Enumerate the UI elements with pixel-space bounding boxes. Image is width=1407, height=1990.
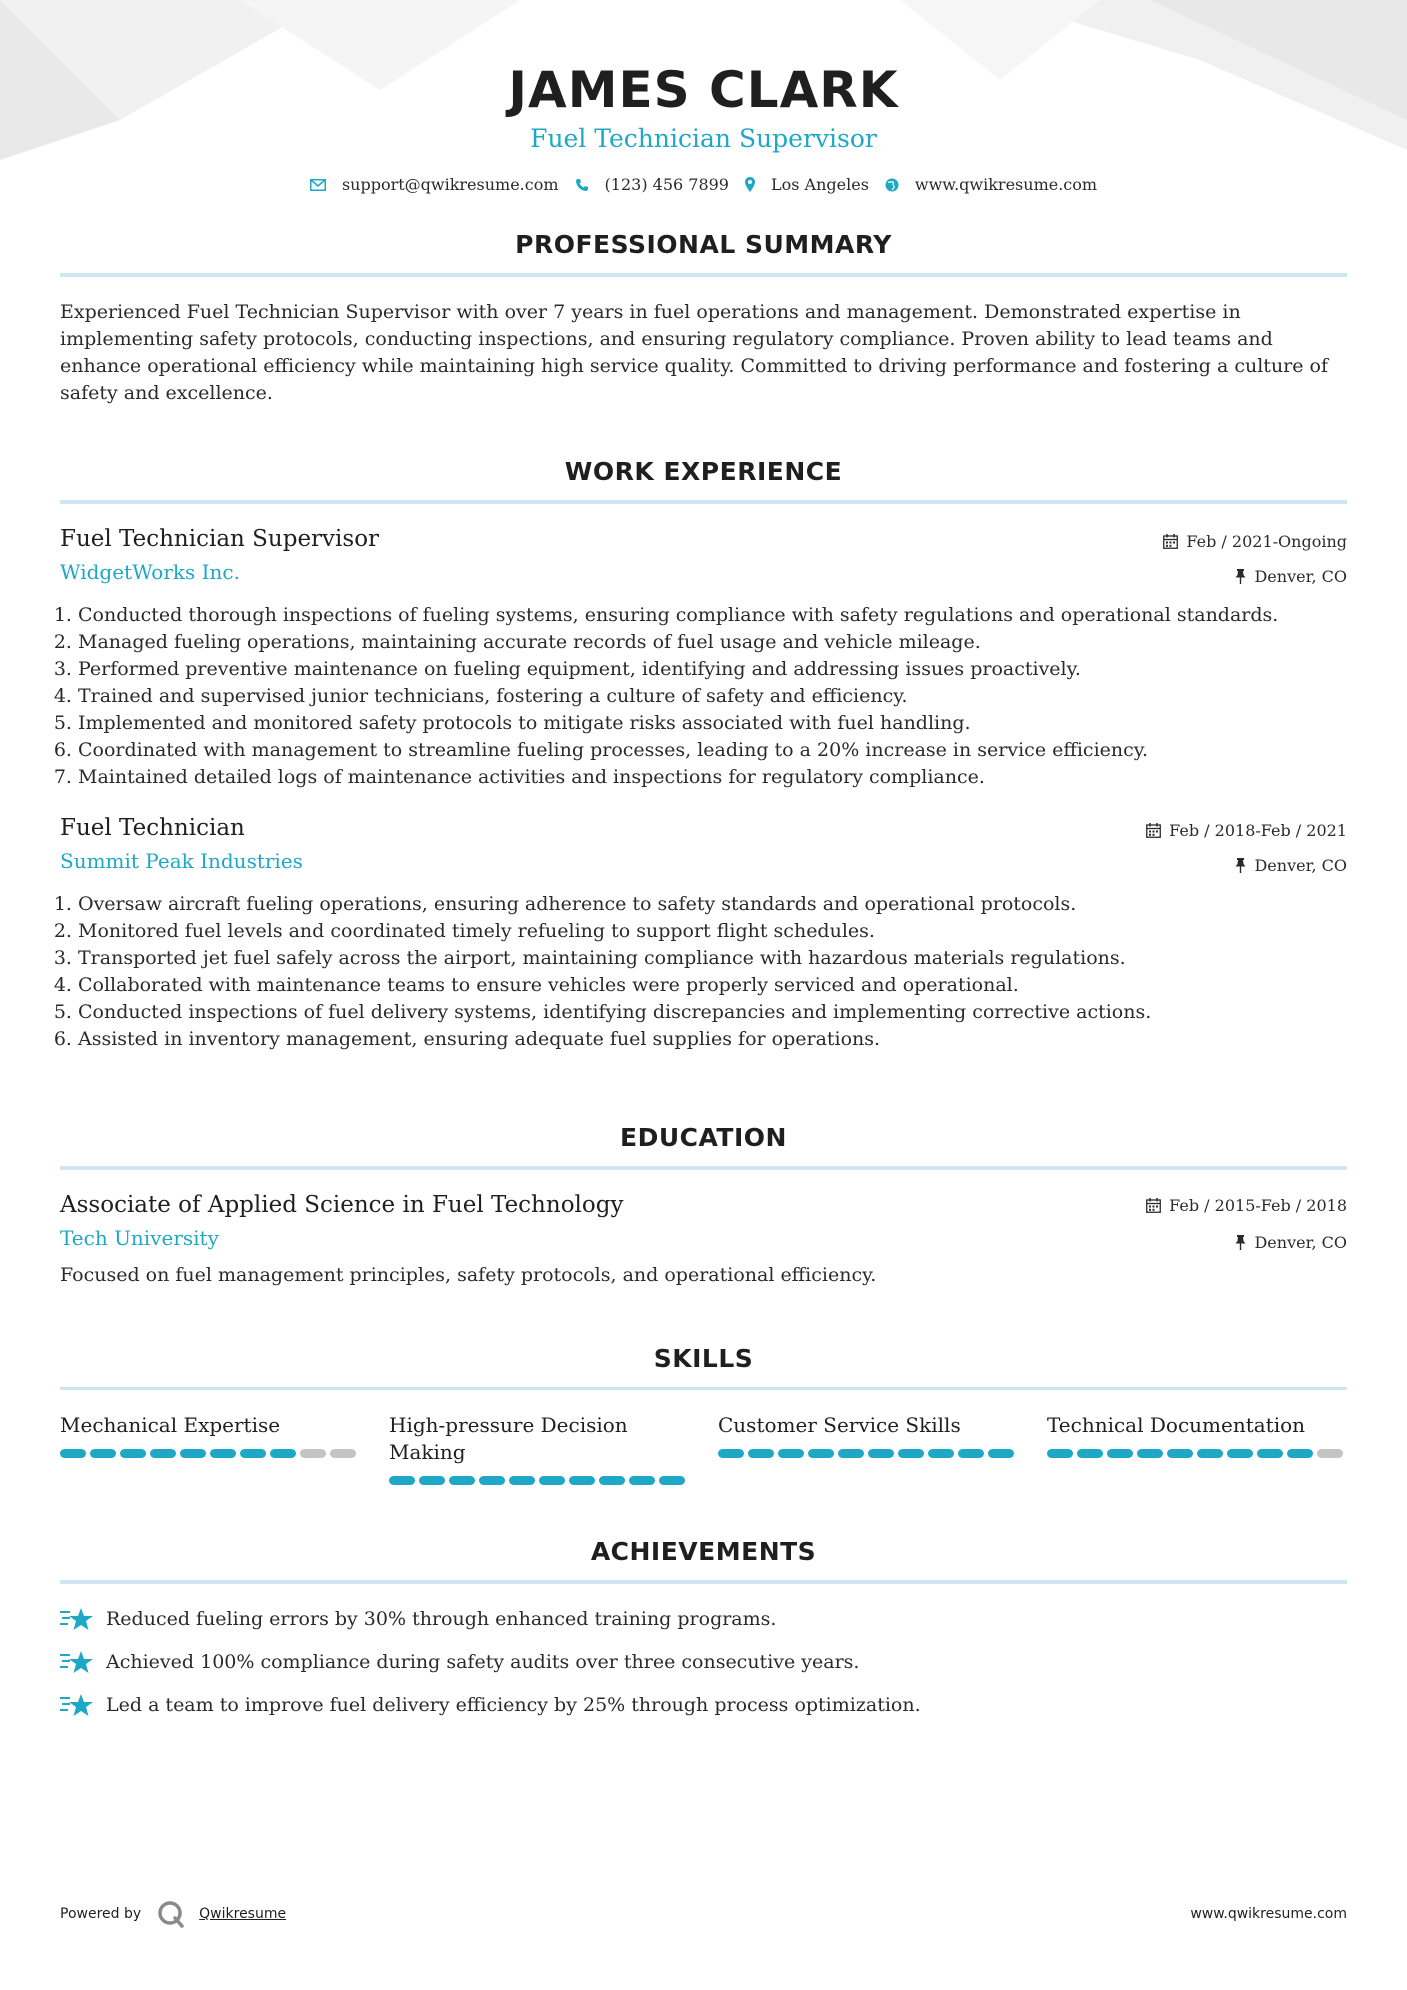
phone-icon bbox=[575, 178, 589, 192]
resume-header bbox=[60, 0, 1347, 194]
page-footer bbox=[60, 1900, 1347, 1928]
skill-level-segment bbox=[210, 1449, 236, 1458]
achievements-section bbox=[60, 1537, 1347, 1718]
skill-level-segment bbox=[509, 1476, 535, 1485]
envelope-icon bbox=[310, 179, 326, 191]
contact-website-text: www.qwikresume.com bbox=[914, 175, 1098, 194]
skills-grid bbox=[60, 1412, 1347, 1485]
skill-level-bar bbox=[389, 1476, 689, 1485]
section-heading: PROFESSIONAL SUMMARY bbox=[515, 230, 892, 259]
job-title: Fuel Technician Supervisor bbox=[60, 526, 380, 552]
skill-level-segment bbox=[1287, 1449, 1313, 1458]
contact-location bbox=[745, 175, 869, 194]
contact-website[interactable] bbox=[885, 175, 1097, 194]
skill-level-segment bbox=[898, 1449, 924, 1458]
skill-level-segment bbox=[150, 1449, 176, 1458]
globe-icon bbox=[885, 178, 899, 192]
achievement-text: Led a team to improve fuel delivery efficiency by 25% through process optimization. bbox=[106, 1694, 921, 1716]
achievement-item bbox=[60, 1606, 1347, 1632]
list-item: 1. Conducted thorough inspections of fueling systems, ensuring compliance with safety regulations and operational standards. bbox=[78, 602, 1347, 629]
contact-phone-text: (123) 456 7899 bbox=[604, 175, 729, 194]
calendar-icon bbox=[1163, 534, 1178, 549]
pushpin-icon bbox=[1235, 569, 1246, 584]
skill-level-segment bbox=[1257, 1449, 1283, 1458]
candidate-title: Fuel Technician Supervisor bbox=[530, 124, 877, 153]
skill-level-segment bbox=[958, 1449, 984, 1458]
job-company: WidgetWorks Inc. bbox=[60, 560, 240, 584]
skill-level-segment bbox=[928, 1449, 954, 1458]
job-entry bbox=[60, 526, 1347, 791]
skill-level-bar bbox=[60, 1449, 360, 1458]
calendar-icon bbox=[1146, 823, 1161, 838]
skill-level-segment bbox=[180, 1449, 206, 1458]
section-heading: ACHIEVEMENTS bbox=[590, 1537, 817, 1566]
section-heading: EDUCATION bbox=[620, 1123, 787, 1152]
education-entry bbox=[60, 1192, 1347, 1286]
contact-email-text: support@qwikresume.com bbox=[341, 175, 559, 194]
star-icon bbox=[60, 1606, 94, 1632]
skill-level-segment bbox=[1317, 1449, 1343, 1458]
candidate-name: JAMES CLARK bbox=[508, 61, 899, 119]
skill-level-segment bbox=[1107, 1449, 1133, 1458]
skill-level-segment bbox=[659, 1476, 685, 1485]
experience-section bbox=[60, 457, 1347, 1053]
section-divider bbox=[60, 1166, 1347, 1170]
footer-website[interactable]: www.qwikresume.com bbox=[1190, 1906, 1347, 1922]
skill-level-segment bbox=[748, 1449, 774, 1458]
skill-level-segment bbox=[1227, 1449, 1253, 1458]
list-item: 2. Managed fueling operations, maintaining accurate records of fuel usage and vehicle mileage. bbox=[78, 629, 1347, 656]
education-section bbox=[60, 1123, 1347, 1286]
school-name: Tech University bbox=[60, 1226, 219, 1250]
list-item: 4. Collaborated with maintenance teams to ensure vehicles were properly serviced and operational. bbox=[78, 972, 1347, 999]
skill-level-segment bbox=[270, 1449, 296, 1458]
job-location bbox=[1146, 856, 1347, 875]
calendar-icon bbox=[1146, 1198, 1161, 1213]
skill-level-segment bbox=[599, 1476, 625, 1485]
skill-name: High-pressure Decision Making bbox=[389, 1413, 628, 1464]
section-divider bbox=[60, 273, 1347, 277]
job-company: Summit Peak Industries bbox=[60, 849, 303, 873]
powered-by-label: Powered by bbox=[60, 1906, 142, 1922]
skill-item bbox=[718, 1412, 1018, 1485]
skill-level-segment bbox=[629, 1476, 655, 1485]
skills-section bbox=[60, 1344, 1347, 1485]
skill-level-segment bbox=[808, 1449, 834, 1458]
job-date bbox=[1163, 532, 1347, 551]
skill-level-segment bbox=[539, 1476, 565, 1485]
skill-level-segment bbox=[60, 1449, 86, 1458]
education-date bbox=[1146, 1196, 1347, 1215]
skill-level-segment bbox=[838, 1449, 864, 1458]
list-item: 6. Assisted in inventory management, ensuring adequate fuel supplies for operations. bbox=[78, 1026, 1347, 1053]
job-bullet-list bbox=[60, 891, 1347, 1053]
list-item: 5. Conducted inspections of fuel delivery systems, identifying discrepancies and implementing corrective actions. bbox=[78, 999, 1347, 1026]
list-item: 7. Maintained detailed logs of maintenance activities and inspections for regulatory compliance. bbox=[78, 764, 1347, 791]
list-item: 2. Monitored fuel levels and coordinated timely refueling to support flight schedules. bbox=[78, 918, 1347, 945]
skill-item bbox=[60, 1412, 360, 1485]
skill-level-segment bbox=[389, 1476, 415, 1485]
skill-level-segment bbox=[419, 1476, 445, 1485]
job-location-text: Denver, CO bbox=[1254, 856, 1347, 875]
skill-level-segment bbox=[988, 1449, 1014, 1458]
skill-level-segment bbox=[120, 1449, 146, 1458]
job-title: Fuel Technician bbox=[60, 815, 245, 841]
qwikresume-logo-icon bbox=[157, 1900, 185, 1928]
brand-link[interactable]: Qwikresume bbox=[199, 1906, 287, 1922]
star-icon bbox=[60, 1649, 94, 1675]
skill-level-segment bbox=[479, 1476, 505, 1485]
list-item: 1. Oversaw aircraft fueling operations, ensuring adherence to safety standards and operational protocols. bbox=[78, 891, 1347, 918]
contact-phone[interactable] bbox=[575, 175, 729, 194]
skill-level-segment bbox=[1167, 1449, 1193, 1458]
section-divider bbox=[60, 500, 1347, 504]
skill-level-bar bbox=[718, 1449, 1018, 1458]
section-heading: WORK EXPERIENCE bbox=[564, 457, 843, 486]
job-location-text: Denver, CO bbox=[1254, 567, 1347, 586]
powered-by bbox=[60, 1900, 286, 1928]
summary-section bbox=[60, 230, 1347, 407]
skill-level-segment bbox=[90, 1449, 116, 1458]
list-item: 3. Transported jet fuel safely across the airport, maintaining compliance with hazardous materials regulations. bbox=[78, 945, 1347, 972]
job-date-text: Feb / 2021-Ongoing bbox=[1186, 532, 1347, 551]
skill-level-segment bbox=[569, 1476, 595, 1485]
job-location bbox=[1163, 567, 1347, 586]
skill-level-segment bbox=[778, 1449, 804, 1458]
list-item: 3. Performed preventive maintenance on fueling equipment, identifying and addressing issues proactively. bbox=[78, 656, 1347, 683]
skill-level-segment bbox=[1047, 1449, 1073, 1458]
contact-location-text: Los Angeles bbox=[770, 175, 869, 194]
job-date bbox=[1146, 821, 1347, 840]
skill-name: Technical Documentation bbox=[1047, 1413, 1306, 1437]
education-location bbox=[1146, 1233, 1347, 1252]
summary-text: Experienced Fuel Technician Supervisor with over 7 years in fuel operations and management. Demonstrated expertise in implementing safety protocols, conducting inspections, and ensuring regulatory compliance. Proven ability to lead teams and enhance operational efficiency while maintaining high service quality. Committed to driving performance and fostering a culture of safety and excellence. bbox=[60, 301, 1329, 404]
skill-name: Customer Service Skills bbox=[718, 1413, 961, 1437]
section-heading: SKILLS bbox=[653, 1344, 754, 1373]
skill-name: Mechanical Expertise bbox=[60, 1413, 281, 1437]
skill-level-segment bbox=[1077, 1449, 1103, 1458]
job-entry bbox=[60, 815, 1347, 1053]
job-date-text: Feb / 2018-Feb / 2021 bbox=[1169, 821, 1347, 840]
list-item: 4. Trained and supervised junior technicians, fostering a culture of safety and efficiency. bbox=[78, 683, 1347, 710]
skill-item bbox=[1047, 1412, 1347, 1485]
achievement-text: Reduced fueling errors by 30% through enhanced training programs. bbox=[106, 1608, 777, 1630]
section-divider bbox=[60, 1580, 1347, 1584]
contact-email[interactable] bbox=[310, 175, 559, 194]
skill-level-segment bbox=[449, 1476, 475, 1485]
job-bullet-list bbox=[60, 602, 1347, 791]
star-icon bbox=[60, 1692, 94, 1718]
section-divider bbox=[60, 1387, 1347, 1390]
achievement-item bbox=[60, 1692, 1347, 1718]
skill-level-segment bbox=[868, 1449, 894, 1458]
skill-level-segment bbox=[1197, 1449, 1223, 1458]
skill-level-segment bbox=[300, 1449, 326, 1458]
education-date-text: Feb / 2015-Feb / 2018 bbox=[1169, 1196, 1347, 1215]
skill-level-segment bbox=[240, 1449, 266, 1458]
skill-level-segment bbox=[718, 1449, 744, 1458]
pushpin-icon bbox=[1235, 858, 1246, 873]
achievement-item bbox=[60, 1649, 1347, 1675]
achievement-text: Achieved 100% compliance during safety audits over three consecutive years. bbox=[106, 1651, 860, 1673]
degree-title: Associate of Applied Science in Fuel Technology bbox=[60, 1192, 624, 1218]
skill-level-segment bbox=[1137, 1449, 1163, 1458]
list-item: 5. Implemented and monitored safety protocols to mitigate risks associated with fuel handling. bbox=[78, 710, 1347, 737]
list-item: 6. Coordinated with management to streamline fueling processes, leading to a 20% increase in service efficiency. bbox=[78, 737, 1347, 764]
education-description: Focused on fuel management principles, safety protocols, and operational efficiency. bbox=[60, 1264, 877, 1286]
pushpin-icon bbox=[1235, 1235, 1246, 1250]
map-pin-icon bbox=[745, 177, 755, 192]
skill-item bbox=[389, 1412, 689, 1485]
education-location-text: Denver, CO bbox=[1254, 1233, 1347, 1252]
skill-level-segment bbox=[330, 1449, 356, 1458]
contact-row bbox=[60, 175, 1347, 194]
skill-level-bar bbox=[1047, 1449, 1347, 1458]
